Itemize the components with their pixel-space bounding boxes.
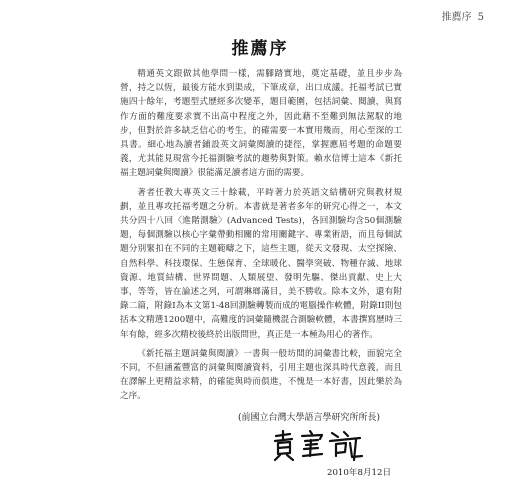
paragraph-2: 著者任教大專英文三十餘載，平時著力於英語文結構研究與教材規劃，並且專攻托福考題之分析。本書就是著者多年的研究心得之一，本文共分四十八回〈進階測驗〉(Advanced Tests)，各回測驗均含50個測驗題，每個測驗以核心字彙帶動相關的常用關鍵字、專業術語，而且每個試題分別緊扣在不同的主題範疇之下，這些主題，從天文發現、太空探險、自然科學、科技環保、生態保育、全球暖化、醫學突破、物種存滅、地球資源、地質結構、世界問題、人類展望、發明先驅、傑出貢獻、史上大事，等等，皆在論述之列，可謂琳瑯滿目，美不勝收。除本文外，還有附錄二篇，附錄I為本文第1-48回測驗轉製而成的電腦操作軟體，附錄II則包括本文精選1200題中，高難度的詞彙隨機混合測驗軟體，本書撰寫歷時三年有餘，經多次精校後終於出版問世，真正是一本極為用心的著作。 [120,187,402,340]
page-number: 5 [477,12,484,23]
signing-date: 2010年8月12日 [327,468,392,478]
handwritten-signature [270,428,366,462]
author-affiliation: (前國立台灣大學語言學研究所所長) [238,413,381,423]
running-header [442,8,484,23]
preface-body [120,67,402,409]
paragraph-1: 精通英文跟做其他學問一樣，需腳踏實地，奠定基礎，並且步步為營，持之以恆，最後方能水到渠成，下筆成章，出口成議。托福考試已實施四十餘年，考題型式歷經多次變革，題目範圍，包括詞彙、閱讀，與寫作方面的難度要求實不出高中程度之外，因此藉不至難到無法駕馭的地步，但對於許多缺乏信心的考生，的確需要一本實用幾而，用心至深的工具書。細心地為讀者鋪設英文詞彙閱讀的捷徑，掌握應屆考題的命題要義，尤其能見現當今托福測驗考試的趨勢與對策。賴水信博士這本《新托福主題詞彙與閱讀》很能滿足讀者這方面的需要。 [120,69,402,179]
page-title: 推薦序 [231,39,289,59]
paragraph-3: 《新托福主題詞彙與閱讀》一書與一般坊間的詞彙書比較，面貌完全不同，不但涵蓋豐富的詞彙與閱讀資料，引用主題也深具時代意義，而且在譯解上更精益求精，的確能與時而俱進，不愧是一本好書，因此樂於為之序。 [120,348,402,402]
running-header-section: 推薦序 [441,12,472,23]
